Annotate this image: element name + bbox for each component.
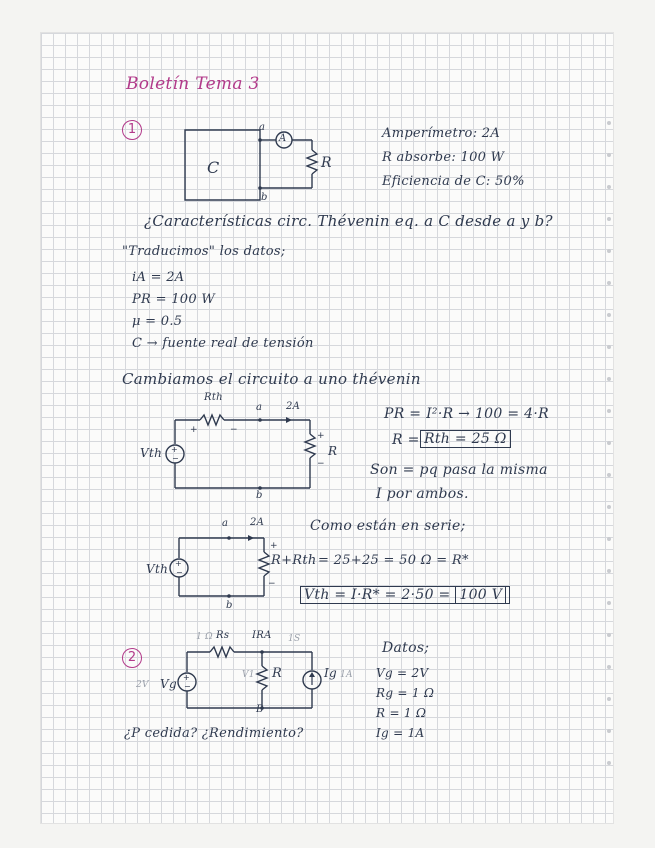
translate-heading: "Traducimos" los datos; bbox=[122, 244, 286, 259]
svg-text:−: − bbox=[268, 579, 276, 589]
punch-hole bbox=[607, 697, 611, 701]
svg-text:+: + bbox=[175, 559, 182, 568]
vg-label: Vg bbox=[160, 677, 177, 691]
node-b-label: b bbox=[261, 192, 268, 203]
thevenin-node-a: a bbox=[256, 402, 263, 413]
punch-hole bbox=[607, 217, 611, 221]
svg-text:−: − bbox=[230, 425, 238, 435]
svg-text:+: + bbox=[317, 431, 325, 441]
series-node-b: b bbox=[226, 600, 233, 611]
punch-hole bbox=[607, 729, 611, 733]
punch-hole bbox=[607, 569, 611, 573]
data-rg: Rg = 1 Ω bbox=[376, 686, 435, 700]
ir-label: IRA bbox=[252, 630, 272, 641]
series-equation: = 25+25 = 50 Ω = R* bbox=[318, 553, 469, 568]
series-current: 2A bbox=[250, 517, 265, 528]
series-circuit-diagram bbox=[164, 530, 278, 605]
punch-hole bbox=[607, 761, 611, 765]
problem-1-number: 1 bbox=[122, 120, 142, 140]
circuit-1-diagram bbox=[180, 120, 330, 210]
translate-line-power: PR = 100 W bbox=[132, 292, 215, 307]
data-vg: Vg = 2V bbox=[376, 666, 429, 680]
node-a-label: a bbox=[259, 122, 266, 133]
thevenin-node-b: b bbox=[256, 490, 263, 501]
svg-text:−: − bbox=[176, 568, 183, 577]
problem-2-number: 2 bbox=[122, 648, 142, 668]
translate-line-efficiency: μ = 0.5 bbox=[132, 314, 183, 329]
thevenin-r-label: R bbox=[328, 444, 338, 458]
vg-side-note: 2V bbox=[136, 680, 149, 690]
equation-note-1: Son = pq pasa la misma bbox=[370, 462, 548, 478]
ammeter-label: A bbox=[279, 133, 287, 144]
punch-hole bbox=[607, 249, 611, 253]
svg-text:−: − bbox=[172, 454, 179, 463]
rs-label: Rs bbox=[216, 630, 230, 641]
punch-hole bbox=[607, 185, 611, 189]
rs-note: 1 Ω bbox=[196, 632, 213, 642]
svg-text:+: + bbox=[190, 425, 198, 435]
given-power: R absorbe: 100 W bbox=[382, 150, 505, 165]
punch-hole bbox=[607, 409, 611, 413]
series-vth-label: Vth bbox=[146, 562, 169, 576]
data-heading: Datos; bbox=[382, 640, 430, 656]
problem-1-question: ¿Características circ. Thévenin eq. a C desde a y b? bbox=[144, 212, 553, 230]
equation-note-2: I por ambos. bbox=[376, 486, 469, 502]
punch-hole bbox=[607, 345, 611, 349]
punch-hole bbox=[607, 633, 611, 637]
thevenin-rth-label: Rth bbox=[204, 392, 223, 403]
v1-note: V1 bbox=[242, 670, 255, 680]
translate-line-source: C → fuente real de tensión bbox=[132, 336, 314, 351]
series-heading: Como están en serie; bbox=[310, 518, 466, 534]
r-label: R bbox=[272, 666, 283, 681]
punch-hole bbox=[607, 665, 611, 669]
svg-text:+: + bbox=[183, 673, 190, 682]
box-c-label: C bbox=[207, 158, 220, 177]
punch-hole bbox=[607, 377, 611, 381]
vth-result-box bbox=[300, 586, 510, 604]
data-ig: Ig = 1A bbox=[376, 726, 425, 740]
ig-label: Ig bbox=[324, 666, 338, 680]
svg-text:+: + bbox=[270, 541, 278, 551]
ig-side-note: 1A bbox=[340, 670, 353, 680]
punch-hole bbox=[607, 505, 611, 509]
change-heading: Cambiamos el circuito a uno thévenin bbox=[122, 370, 421, 388]
punch-hole bbox=[607, 313, 611, 317]
thevenin-vth-label: Vth bbox=[140, 446, 163, 460]
svg-text:−: − bbox=[184, 682, 191, 691]
resistor-r-label: R bbox=[321, 155, 332, 171]
node-top-note: 1S bbox=[288, 634, 301, 644]
equation-r-left: R = bbox=[392, 432, 420, 448]
thevenin-circuit-diagram bbox=[160, 402, 340, 497]
svg-text:−: − bbox=[317, 459, 325, 469]
given-ammeter: Amperímetro: 2A bbox=[382, 126, 501, 141]
punch-hole bbox=[607, 473, 611, 477]
thevenin-current: 2A bbox=[286, 401, 301, 412]
data-r: R = 1 Ω bbox=[376, 706, 427, 720]
series-r-label: R+Rth bbox=[271, 553, 317, 568]
svg-text:+: + bbox=[171, 445, 178, 454]
series-node-a: a bbox=[222, 518, 229, 529]
node-b2-label: B bbox=[256, 704, 264, 715]
punch-hole bbox=[607, 601, 611, 605]
problem-2-question: ¿P cedida? ¿Rendimiento? bbox=[124, 726, 304, 741]
punch-hole bbox=[607, 281, 611, 285]
given-efficiency: Eficiencia de C: 50% bbox=[382, 174, 525, 189]
punch-hole bbox=[607, 121, 611, 125]
punch-hole bbox=[607, 153, 611, 157]
translate-line-current: iA = 2A bbox=[132, 270, 185, 285]
equation-power: PR = I²·R → 100 = 4·R bbox=[384, 406, 549, 422]
page-title: Boletín Tema 3 bbox=[126, 74, 260, 94]
vth-result-value: 100 V bbox=[455, 586, 506, 604]
punch-hole bbox=[607, 441, 611, 445]
punch-hole bbox=[607, 537, 611, 541]
equation-rth-boxed: Rth = 25 Ω bbox=[420, 430, 511, 448]
vth-result-text: Vth = I·R* = 2·50 = bbox=[304, 587, 451, 603]
